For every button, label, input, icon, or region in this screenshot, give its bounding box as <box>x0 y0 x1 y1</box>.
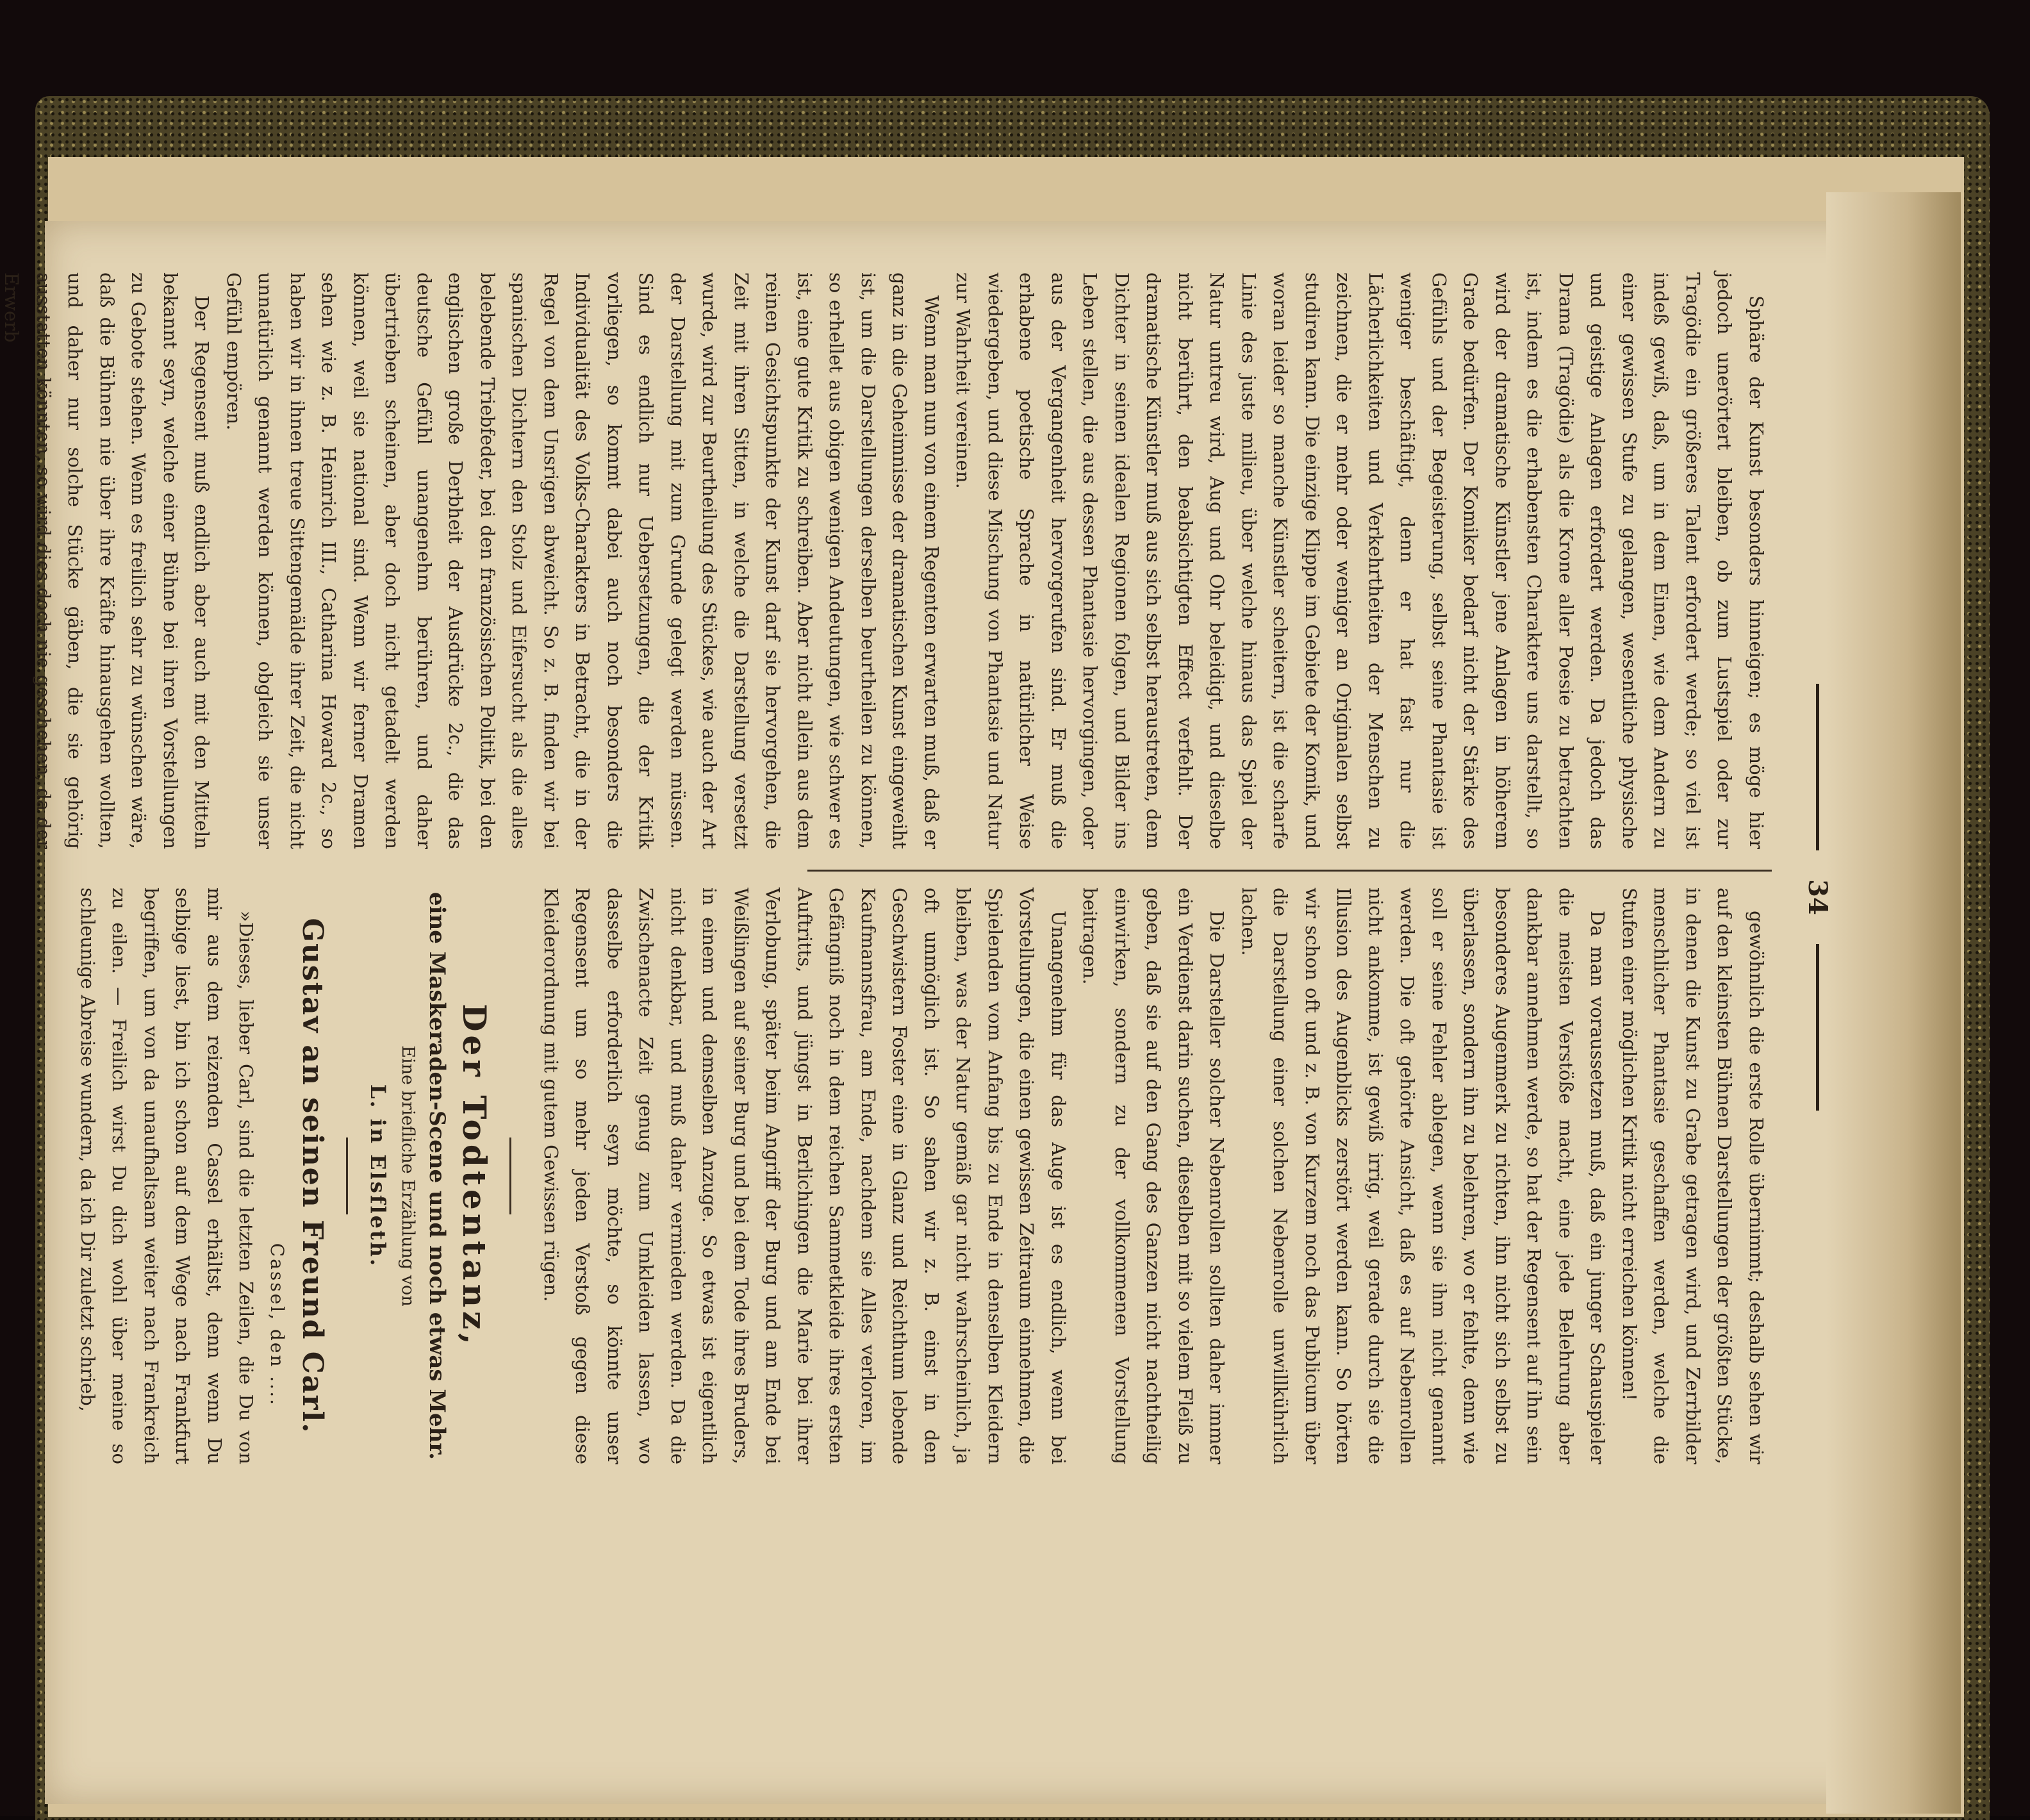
article-genre: Eine briefliche Erzählung von <box>398 1045 418 1307</box>
head-rule-left <box>1816 684 1819 850</box>
left-paragraph-2: Wenn man nun von einem Regenten erwarten muß, daß er ganz in die Geheimnisse der dramatischen Kunst eingeweiht ist, um die Darstellungen derselben beurtheilen zu können, so erhellet aus obigen wenigen Andeutungen, wie schwer es ist, eine gute Kritik zu schreiben. Aber nicht allein aus dem reinen Gesichtspunkte der Kunst darf sie hervorgehen, die Zeit mit ihren Sitten, in welche die Darstellung versetzt wurde, wird zur Beurtheilung des Stückes, wie auch der Art der Darstellung mit zum Grunde gelegt werden müssen. Sind es endlich nur Uebersetzungen, die der Kritik vorliegen, so kommt dabei auch noch besonders die Individualität des Volks-Charakters in Betracht, die in der Regel von dem Unsrigen abweicht. So z. B. finden wir bei spanischen Dichtern den Stolz und Eifersucht als die alles belebende Triebfeder, bei den französischen Politik, bei den englischen große Derbheit der Ausdrücke 2c., die das deutsche Gefühl unangenehm berühren, und daher übertrieben scheinen, aber doch nicht getadelt werden können, weil sie national sind. Wenn wir ferner Dramen sehen wie z. B. Heinrich III., Catharina Howard 2c., so haben wir in ihnen treue Sittengemälde ihrer Zeit, die nicht unnatürlich genannt werden können, obgleich sie unser Gefühl empören. <box>223 272 943 849</box>
letter-place: Cassel, den .... <box>267 1243 288 1407</box>
article-title: Der Todtentanz, <box>456 1004 494 1348</box>
right-paragraph-4: Unangenehm für das Auge ist es endlich, wenn bei Vorstellungen, die einen gewissen Zeitraum einnehmen, die Spielenden vom Anfang bis zu Ende in denselben Kleidern bleiben, was der Natur gemäß gar nicht wahrscheinlich, ja oft unmöglich ist. So sahen wir z. B. einst in den Geschwistern Foster eine in Glanz und Reichthum lebende Kaufmannsfrau, am Ende, nachdem sie Alles verloren, im Gefängniß noch in dem reichen Sammetkleide ihres ersten Auftritts, und jüngst in Berlichingen die Marie bei ihrer Verlobung, später beim Angriff der Burg und am Ende bei Weißlingen auf seiner Burg und bei dem Tode ihres Bruders, in einem und demselben Anzuge. So etwas ist eigentlich nicht denkbar, und muß daher vermieden werden. Da die Zwischenacte Zeit genug zum Umkleiden lassen, wo dasselbe erforderlich seyn möchte, so könnte unser Regensent um so mehr jeden Verstoß gegen diese Kleiderordnung mit gutem Gewissen rügen. <box>540 888 1069 1464</box>
left-paragraph-1: Sphäre der Kunst besonders hinneigen; es möge hier jedoch unerörtert bleiben, ob zum Lustspiel oder zur Tragödie ein größeres Talent erfordert werde; so viel ist indeß gewiß, daß, um in dem Einen, wie dem Andern zu einer gewissen Stufe zu gelangen, wesentliche physische und geistige Anlagen erfordert werden. Da jedoch das Drama (Tragödie) als die Krone aller Poesie zu betrachten ist, indem es die erhabensten Charaktere uns darstellt, so wird der dramatische Künstler jene Anlagen in höherem Grade bedürfen. Der Komiker bedarf nicht der Stärke des Gefühls und der Begeisterung, selbst seine Phantasie ist weniger beschäftigt, denn er hat fast nur die Lächerlichkeiten und Verkehrtheiten der Menschen zu zeichnen, die er mehr oder weniger an Originalen selbst studiren kann. Die einzige Klippe im Gebiete der Komik, und woran leider so manche Künstler scheitern, ist die scharfe Linie des juste milieu, über welche hinaus das Spiel der Natur untreu wird, Aug und Ohr beleidigt, und dieselbe nicht berührt, den beabsichtigten Effect verfehlt. Der dramatische Künstler muß aus sich selbst heraustreten, dem Dichter in seinen idealen Regionen folgen, und Bilder ins Leben stellen, die aus dessen Phantasie hervorgingen, oder aus der Vergangenheit hervorgerufen sind. Er muß die erhabene poetische Sprache in natürlicher Weise wiedergeben, und diese Mischung von Phantasie und Natur zur Wahrheit vereinen. <box>952 272 1767 849</box>
printed-page-content <box>1 272 1833 1522</box>
right-paragraph-3: Die Darsteller solcher Nebenrollen sollten daher immer ein Verdienst darin suchen, dieselben mit so vielem Fleiß zu geben, daß sie auf den Gang des Ganzen nicht nachtheilig einwirken, sondern zu der vollkommenen Vorstellung beitragen. <box>1079 888 1228 1464</box>
head-rule-right <box>1816 944 1819 1111</box>
section-rule-bottom <box>347 1138 349 1214</box>
column-divider <box>807 870 1772 872</box>
running-head <box>1788 272 1833 1522</box>
article-subtitle: eine Maskeraden-Scene und noch etwas Mehr. <box>424 892 450 1460</box>
letter-body: »Dieses, lieber Carl, sind die letzten Zeilen, die Du von mir aus dem reizenden Cassel erhältst, denn wenn Du selbige liest, bin ich schon auf dem Wege nach Frankfurt begriffen, um von da unaufhaltsam weiter nach Frankreich zu eilen. — Freilich wirst Du dich wohl über meine so schleunige Abreise wundern, da ich Dir zuletzt schrieb, <box>77 888 258 1464</box>
page-number: 34 <box>1803 879 1833 915</box>
right-column <box>72 888 1772 1464</box>
right-paragraph-1: gewöhnlich die erste Rolle übernimmt; deshalb sehen wir auf den kleinsten Bühnen Darstellungen der größten Stücke, in denen die Kunst zu Grabe getragen wird, und Zerrbilder menschlicher Phantasie geschaffen werden, welche die Stufen einer möglichen Kritik nicht erreichen können! <box>1619 888 1767 1464</box>
left-column <box>0 272 1772 849</box>
right-paragraph-2: Da man voraussetzen muß, daß ein junger Schauspieler die meisten Verstöße macht, eine jede Belehrung aber dankbar annehmen werde, so hat der Regensent auf ihn sein besonderes Augenmerk zu richten, ihn nicht sich selbst zu überlassen, sondern ihn zu belehren, wo er fehlte, denn wie soll er seine Fehler ablegen, wenn sie ihm nicht genannt werden. Die oft gehörte Ansicht, daß es auf Nebenrollen nicht ankomme, ist gewiß irrig, weil gerade durch sie die Illusion des Augenblicks zerstört werden kann. So hörten wir schon oft und z. B. von Kurzem noch das Publicum über die Darstellung einer solchen Nebenrolle unwillkührlich lachen. <box>1238 888 1609 1464</box>
section-rule-top <box>510 1138 512 1214</box>
letter-title: Gustav an seinen Freund Carl. <box>296 918 329 1434</box>
left-paragraph-3: Der Regensent muß endlich aber auch mit den Mitteln bekannt seyn, welche einer Bühne bei ihren Vorstellungen zu Gebote stehen. Wenn es freilich sehr zu wünschen wäre, daß die Bühnen nie über ihre Kräfte hinausgehen wollten, und daher nur solche Stücke gäben, die sie gehörig ausstatten könnten, so wird dies doch nie geschehen, da der Erwerb <box>1 272 213 849</box>
article-heading <box>293 888 512 1464</box>
article-author: L. in Elsfleth. <box>366 1084 391 1268</box>
book-gutter <box>1826 192 1961 1814</box>
